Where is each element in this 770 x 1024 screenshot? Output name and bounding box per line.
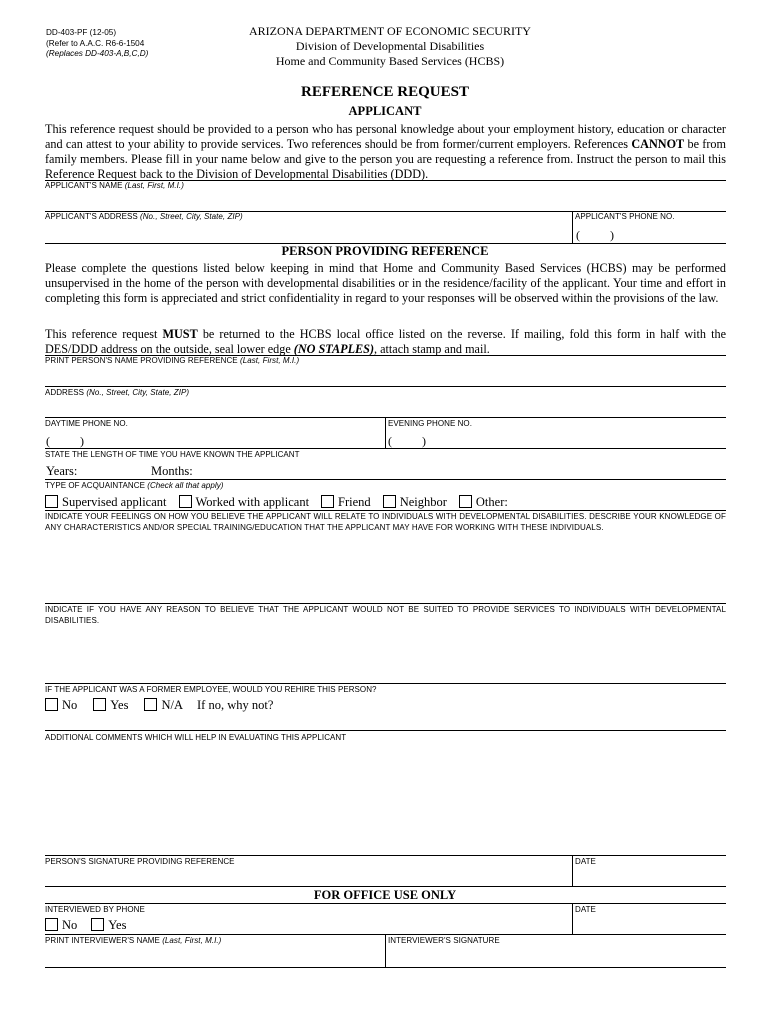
rehire-options	[45, 698, 273, 713]
reference-instructions: Please complete the questions listed below keeping in mind that Home and Community Based Services (HCBS) may be performed unsupervised in the home of the person with developmental disabilities or in the residence/facility of the applicant. Your time and effort in completing this form is appreciated and strict confidentiality in regard to your responses will be observed within the provisions of the law.	[45, 261, 726, 305]
checkbox-rehire-na[interactable]	[144, 698, 157, 711]
applicant-address-field[interactable]	[45, 224, 570, 242]
evening-phone-field[interactable]: ( )	[388, 434, 426, 448]
reference-heading: PERSON PROVIDING REFERENCE	[281, 244, 489, 258]
signature-date-label: DATE	[575, 857, 596, 866]
acquaintance-label: TYPE OF ACQUAINTANCE (Check all that apply)	[45, 481, 224, 490]
agency-division: Division of Developmental Disabilities	[295, 39, 485, 53]
checkbox-rehire-no[interactable]	[45, 698, 58, 711]
intro-part1: This reference request should be provided to a person who has personal knowledge about your employment history, education or character and can attest to your ability to provide services. Two references should be from former/current employers. References	[45, 122, 726, 151]
checkbox-worked-with[interactable]	[179, 495, 192, 508]
acquaintance-options	[45, 495, 520, 510]
interviewed-yes[interactable]: Yes	[91, 918, 126, 932]
interviewed-options	[45, 918, 138, 933]
rehire-reason-field[interactable]	[285, 697, 725, 713]
feelings-label: INDICATE YOUR FEELINGS ON HOW YOU BELIEVE THE APPLICANT WILL RELATE TO INDIVIDUALS WITH DEVELOPMENTAL DISABILITIES. DESCRIBE YOUR KNOWLEDGE OF ANY CHARACTERISTICS AND/OR SPECIAL TRAINING/EDUCATION THAT THE APPLICANT MAY HAVE FOR WORKING WITH THESE INDIVIDUALS.	[45, 512, 726, 532]
signature-field[interactable]	[45, 868, 570, 885]
page-title: REFERENCE REQUEST	[301, 84, 469, 100]
checkbox-interviewed-no[interactable]	[45, 918, 58, 931]
rehire-yes[interactable]: Yes	[93, 698, 128, 712]
acquaintance-worked[interactable]: Worked with applicant	[179, 495, 310, 509]
interviewed-no[interactable]: No	[45, 918, 77, 932]
reference-address-field[interactable]	[45, 399, 726, 416]
comments-field[interactable]	[45, 745, 726, 853]
acquaintance-neighbor[interactable]: Neighbor	[383, 495, 447, 509]
applicant-phone-field[interactable]: ( )	[576, 228, 614, 242]
checkbox-friend[interactable]	[321, 495, 334, 508]
office-use-heading: FOR OFFICE USE ONLY	[313, 888, 457, 902]
interviewer-name-label: PRINT INTERVIEWER'S NAME (Last, First, M.I.)	[45, 936, 222, 945]
reference-name-label: PRINT PERSON'S NAME PROVIDING REFERENCE (Last, First, M.I.)	[45, 356, 300, 365]
comments-label: ADDITIONAL COMMENTS WHICH WILL HELP IN EVALUATING THIS APPLICANT	[45, 733, 347, 742]
intro-cannot: CANNOT	[631, 137, 685, 151]
checkbox-interviewed-yes[interactable]	[91, 918, 104, 931]
checkbox-neighbor[interactable]	[383, 495, 396, 508]
interviewer-name-field[interactable]	[45, 947, 383, 966]
reference-address-label: ADDRESS (No., Street, City, State, ZIP)	[45, 388, 190, 397]
acquaintance-supervised[interactable]: Supervised applicant	[45, 495, 167, 509]
applicant-name-field[interactable]	[45, 192, 726, 210]
signature-label: PERSON'S SIGNATURE PROVIDING REFERENCE	[45, 857, 235, 866]
rehire-na[interactable]: N/A	[144, 698, 183, 712]
interviewer-signature-label: INTERVIEWER'S SIGNATURE	[388, 936, 500, 945]
checkbox-supervised[interactable]	[45, 495, 58, 508]
form-number: DD-403-PF (12-05)	[46, 28, 117, 37]
years-label: Years:	[46, 464, 78, 478]
agency-program: Home and Community Based Services (HCBS)	[275, 54, 505, 68]
acquaintance-friend[interactable]: Friend	[321, 495, 371, 509]
length-known-label: STATE THE LENGTH OF TIME YOU HAVE KNOWN THE APPLICANT	[45, 450, 300, 459]
evening-phone-label: EVENING PHONE NO.	[388, 419, 472, 428]
agency-block	[210, 24, 570, 69]
unsuited-label: INDICATE IF YOU HAVE ANY REASON TO BELIEVE THAT THE APPLICANT WOULD NOT BE SUITED TO PROVIDE SERVICES TO INDIVIDUALS WITH DEVELOPMENTAL DISABILITIES.	[45, 605, 726, 625]
acquaintance-other[interactable]: Other:	[459, 495, 508, 509]
office-date-field[interactable]	[575, 916, 725, 933]
must-text: MUST	[162, 327, 198, 341]
agency-department: ARIZONA DEPARTMENT OF ECONOMIC SECURITY	[249, 24, 531, 38]
rehire-no[interactable]: No	[45, 698, 77, 712]
form-replaces: (Replaces DD-403-A,B,C,D)	[46, 49, 149, 59]
reference-name-field[interactable]	[45, 367, 726, 385]
applicant-phone-label: APPLICANT'S PHONE NO.	[575, 212, 675, 221]
signature-date-field[interactable]	[575, 868, 725, 885]
feelings-field[interactable]	[45, 546, 726, 602]
checkbox-rehire-yes[interactable]	[93, 698, 106, 711]
no-staples-text: (NO STAPLES)	[293, 342, 375, 356]
applicant-heading: APPLICANT	[348, 104, 422, 118]
unsuited-field[interactable]	[45, 628, 726, 682]
intro-part2: be from family members. Please fill in your name below and give to the person you are requesting a reference from. Instruct the person to mail this Reference Request back to the Division of Developmental Disabilities (DDD).	[45, 137, 726, 181]
interviewed-label: INTERVIEWED BY PHONE	[45, 905, 145, 914]
reference-mailing-instructions: This reference request MUST be returned to the HCBS local office listed on the reverse. If mailing, fold this form in half with the DES/DDD address on the outside, seal lower edge (NO STAPLES), attach stamp and mail.	[45, 327, 727, 356]
office-date-label: DATE	[575, 905, 596, 914]
checkbox-other[interactable]	[459, 495, 472, 508]
form-reference: (Refer to A.A.C. R6-6-1504	[46, 38, 145, 48]
applicant-name-label: APPLICANT'S NAME (Last, First, M.I.)	[45, 181, 184, 190]
rehire-label: IF THE APPLICANT WAS A FORMER EMPLOYEE, WOULD YOU REHIRE THIS PERSON?	[45, 685, 377, 694]
applicant-intro	[45, 122, 726, 182]
months-label: Months:	[151, 464, 193, 478]
interviewer-signature-field[interactable]	[388, 947, 726, 966]
daytime-phone-field[interactable]: ( )	[46, 434, 84, 448]
years-field[interactable]	[86, 462, 146, 478]
rehire-followup: If no, why not?	[197, 698, 274, 712]
applicant-address-label: APPLICANT'S ADDRESS (No., Street, City, State, ZIP)	[45, 212, 243, 221]
months-field[interactable]	[198, 462, 318, 478]
form-identifier	[46, 28, 226, 60]
daytime-phone-label: DAYTIME PHONE NO.	[45, 419, 128, 428]
